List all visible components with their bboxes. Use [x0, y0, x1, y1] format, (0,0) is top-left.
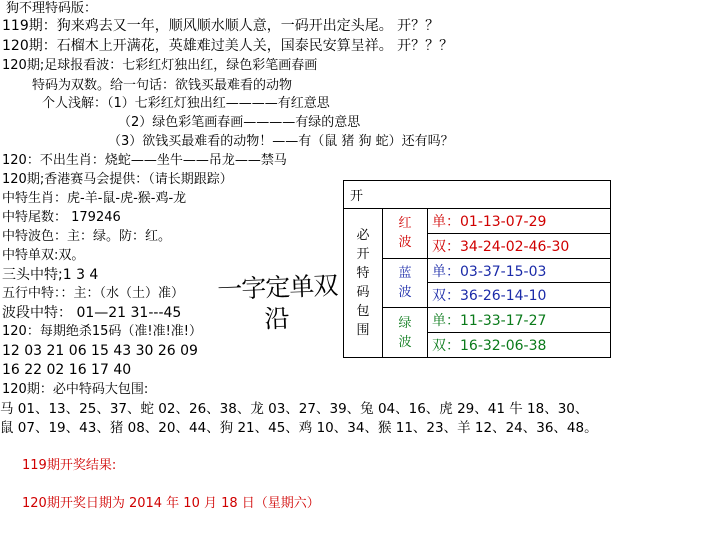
table-header: 开 — [344, 181, 611, 209]
handwritten-note — [217, 270, 339, 344]
line-wave-band: 波段中特： 01—21 31---45 — [2, 305, 182, 321]
line-zodiac: 中特生肖：虎-羊-鼠-虎-猴-鸡-龙 — [2, 191, 187, 206]
page-title: 狗不理特码版： — [6, 1, 98, 16]
line-119-riddle: 119期：狗来鸡去又一年，顺风顺水顺人意，一码开出定头尾。 开？？ — [2, 18, 440, 34]
line-even-hint: 特码为双数。给一句话：欲钱买最难看的动物 — [32, 78, 293, 93]
side-label — [344, 208, 383, 357]
red-wave-label — [383, 208, 428, 258]
line-tail-digits: 中特尾数： 179246 — [2, 210, 121, 225]
line-interpret-3: （3）欲钱买最难看的动物！——有（鼠 猪 狗 蛇）还有吗？ — [108, 134, 454, 149]
green-wave-label — [383, 308, 428, 358]
green-single: 单：11-33-17-27 — [428, 308, 611, 333]
line-surround-1: 马 01、13、25、37、蛇 02、26、38、龙 03、27、39、兔 04、16、虎 29、41 牛 18、30、 — [0, 401, 589, 417]
wave-table — [343, 180, 611, 358]
blue-wave-label — [383, 258, 428, 308]
side-char: 特 — [356, 265, 370, 281]
line-football-hint: 120期;足球报看波：七彩红灯独出红，绿色彩笔画春画 — [2, 58, 318, 73]
red-single: 单：01-13-07-29 — [428, 208, 611, 233]
line-120-riddle: 120期：石榴木上开满花，英雄难过美人关，国泰民安算呈祥。 开？？？ — [2, 38, 454, 54]
side-char: 包 — [356, 303, 370, 319]
line-three-heads: 三头中特;1 3 4 — [2, 267, 99, 283]
side-char: 码 — [356, 284, 370, 300]
green-double: 双：16-32-06-38 — [428, 333, 611, 358]
red-double: 双：34-24-02-46-30 — [428, 233, 611, 258]
side-char: 必 — [356, 227, 370, 243]
blue-char: 蓝 — [398, 265, 412, 281]
line-five-elements: 五行中特：：主：（水（土）准） — [2, 286, 185, 301]
handwritten-line-2: 沿 — [263, 303, 289, 334]
red-char: 波 — [398, 235, 412, 251]
draw-date-120: 120期开奖日期为 2014 年 10 月 18 日（星期六） — [22, 496, 320, 511]
line-hk-source: 120期;香港赛马会提供：（请长期跟踪） — [2, 172, 233, 187]
line-surround-title: 120期：必中特码大包围: — [2, 382, 149, 397]
handwritten-line-1: 一字定单双 — [216, 270, 338, 305]
line-numbers-1: 12 03 21 06 15 43 30 26 09 — [2, 343, 198, 359]
side-char: 开 — [356, 246, 370, 262]
green-char: 绿 — [398, 315, 412, 331]
green-char: 波 — [398, 334, 412, 350]
line-excluded-zodiac: 120：不出生肖：烧蛇——坐牛——吊龙——禁马 — [2, 153, 287, 168]
line-surround-2: 鼠 07、19、43、猪 08、20、44、狗 21、45、鸡 10、34、猴 11、23、羊 12、24、36、48。 — [0, 420, 598, 436]
line-interpret-1: 个人浅解：（1）七彩红灯独出红————有红意思 — [42, 96, 330, 111]
blue-double: 双：36-26-14-10 — [428, 283, 611, 308]
blue-char: 波 — [398, 284, 412, 300]
result-119: 119期开奖结果: — [22, 458, 117, 473]
side-char: 围 — [356, 322, 370, 338]
red-char: 红 — [398, 216, 412, 232]
blue-single: 单：03-37-15-03 — [428, 258, 611, 283]
line-odd-even: 中特单双:双。 — [2, 248, 85, 263]
line-interpret-2: （2）绿色彩笔画春画————有绿的意思 — [118, 115, 361, 130]
line-numbers-2: 16 22 02 16 17 40 — [2, 362, 132, 378]
line-wave-color: 中特波色：主：绿。防：红。 — [2, 229, 172, 244]
line-kill-15: 120：每期绝杀15码（准!准!准!） — [2, 324, 202, 339]
